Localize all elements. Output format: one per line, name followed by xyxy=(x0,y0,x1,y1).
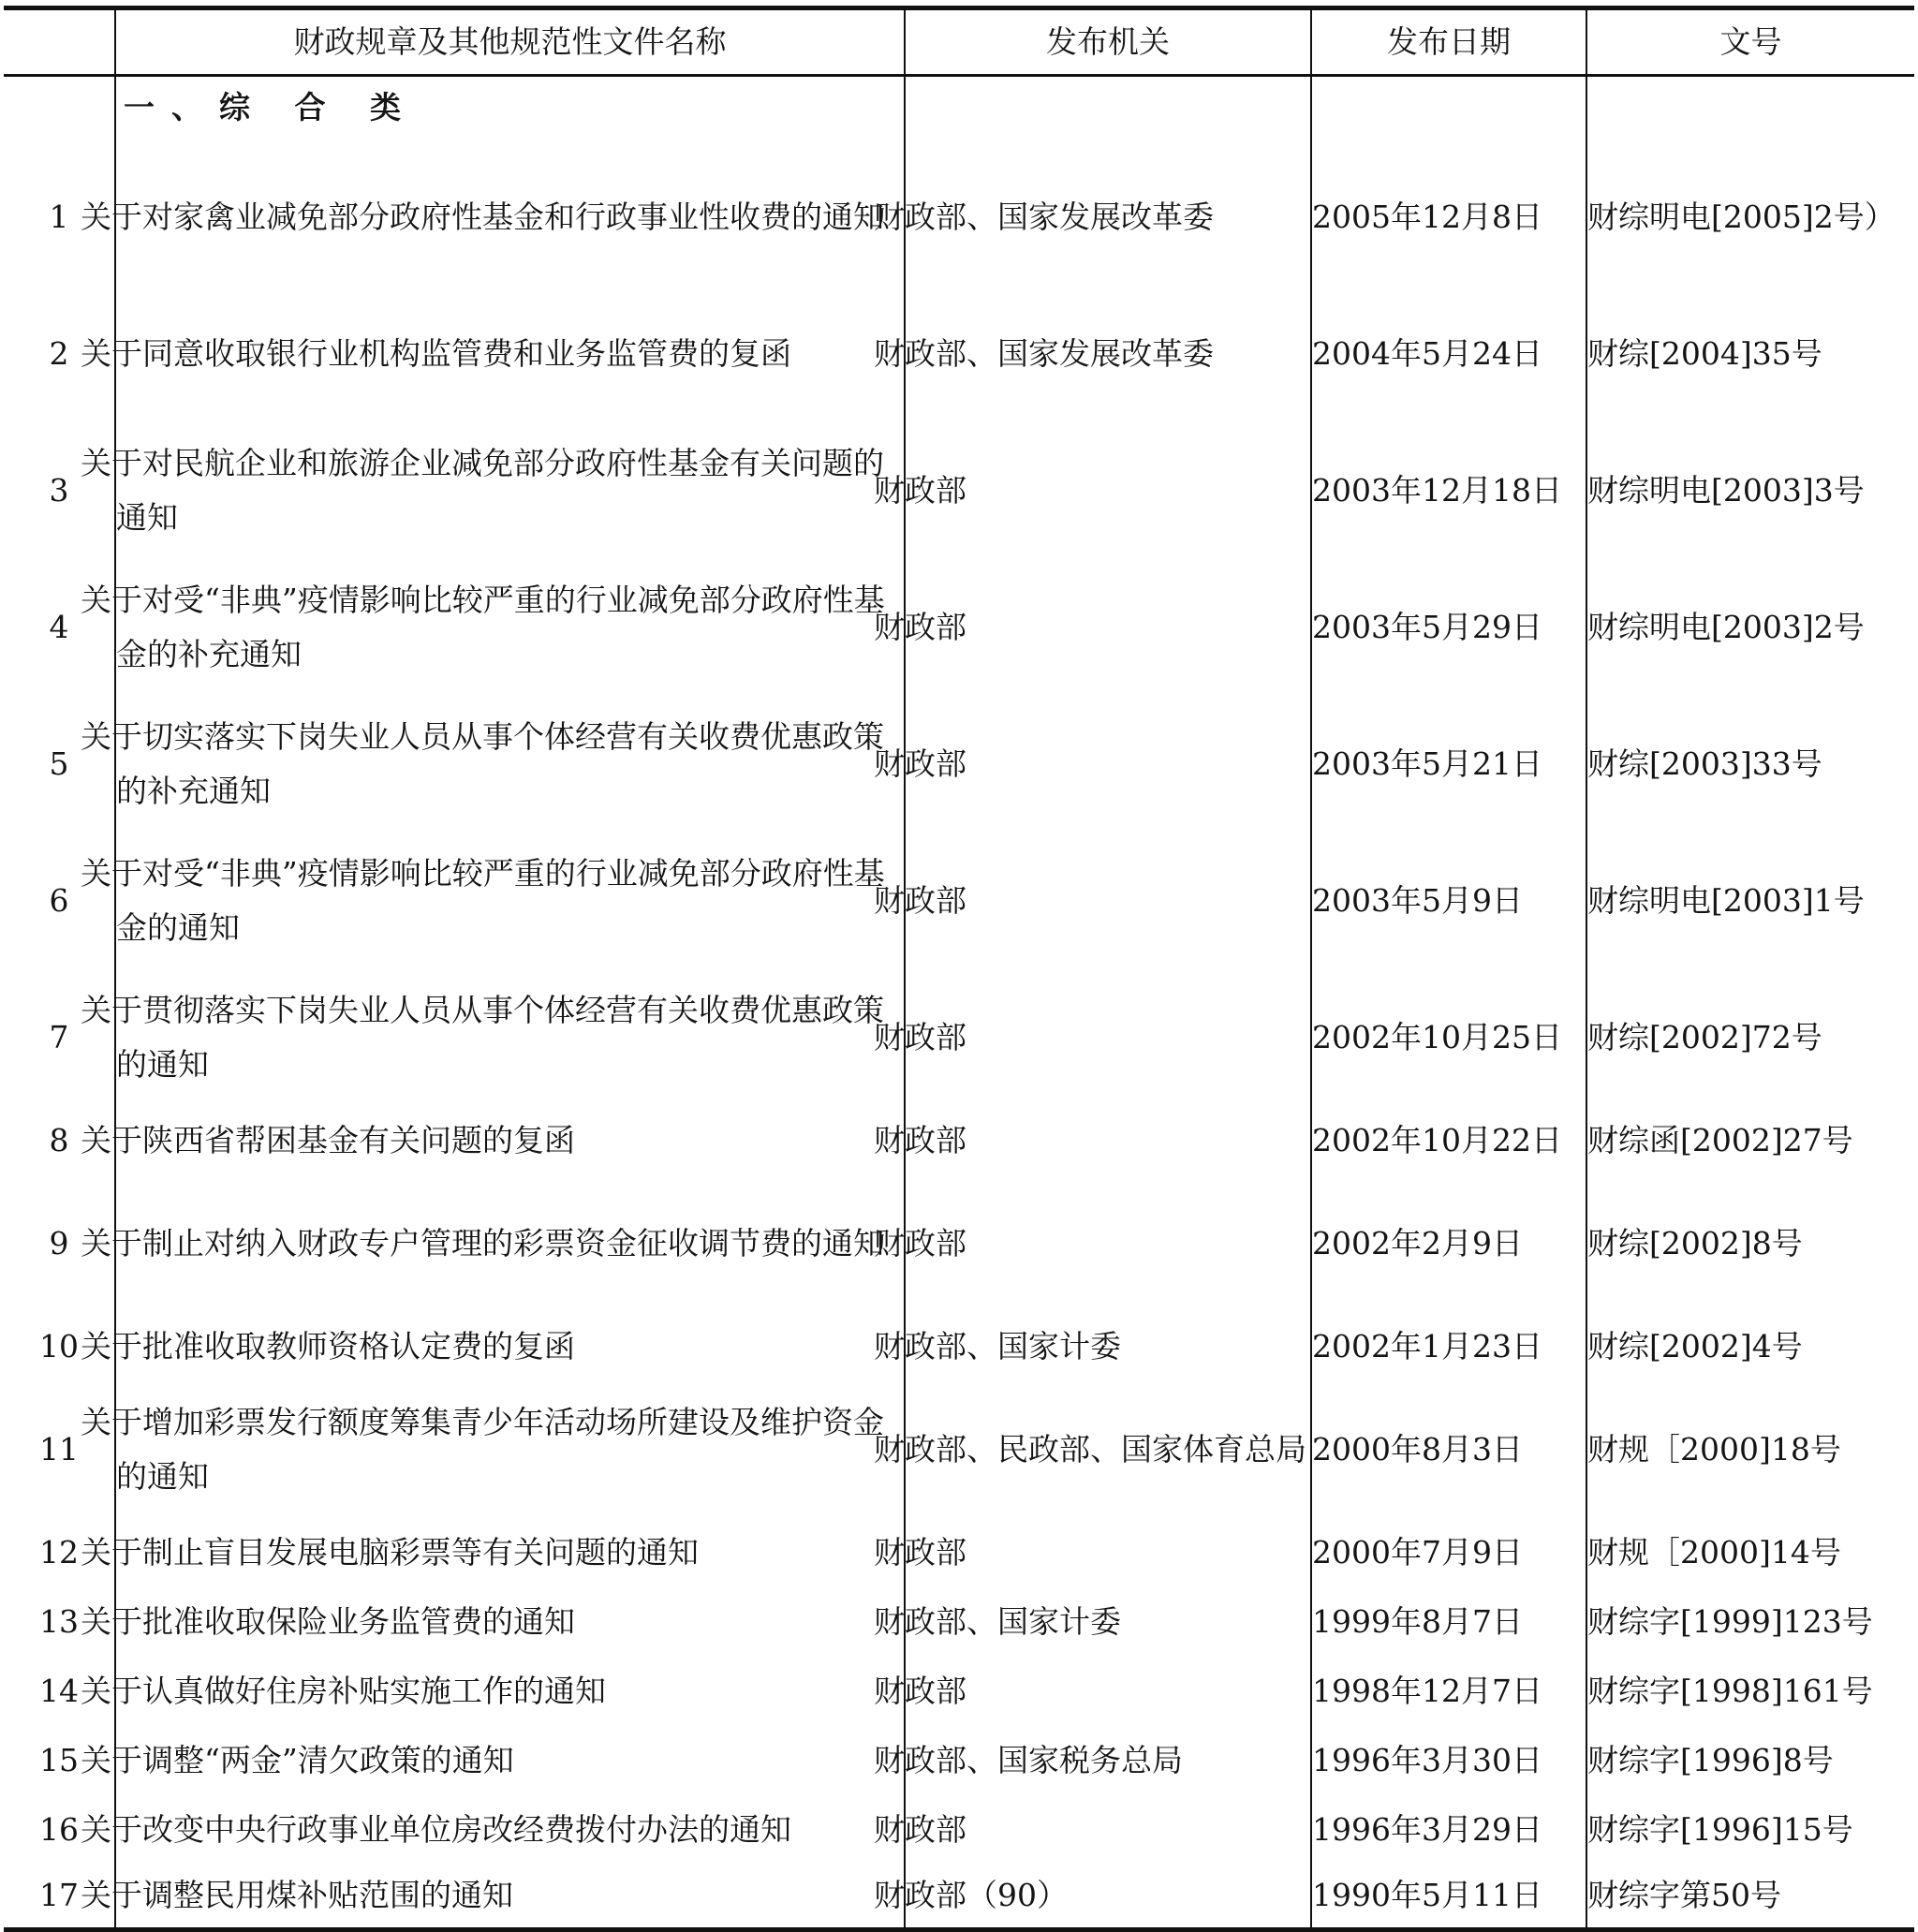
issuer: 财政部、民政部、国家体育总局 xyxy=(905,1381,1311,1518)
table-row xyxy=(4,696,1914,833)
document-name: 关于制止盲目发展电脑彩票等有关问题的通知 xyxy=(115,1518,905,1587)
row-number: 6 xyxy=(49,881,69,919)
table-row xyxy=(4,1726,1914,1795)
table-row xyxy=(4,422,1914,559)
section-docno-cell xyxy=(1586,76,1914,149)
table-row xyxy=(4,1518,1914,1587)
issuer: 财政部 xyxy=(905,1106,1311,1175)
issuer: 财政部 xyxy=(905,1175,1311,1312)
document-number: 财综字[1999]123号 xyxy=(1586,1587,1914,1657)
document-number: 财综明电[2003]3号 xyxy=(1586,422,1914,559)
table-row xyxy=(4,1312,1914,1381)
document-number: 财规［2000]14号 xyxy=(1586,1518,1914,1587)
section-number-cell xyxy=(4,76,115,149)
document-name: 关于对受“非典”疫情影响比较严重的行业减免部分政府性基金的通知 xyxy=(115,833,905,969)
document-name: 关于调整“两金”清欠政策的通知 xyxy=(115,1726,905,1795)
issuer: 财政部 xyxy=(905,1657,1311,1726)
row-number: 9 xyxy=(49,1224,69,1261)
issuer: 财政部、国家发展改革委 xyxy=(905,149,1311,286)
issue-date: 2003年5月9日 xyxy=(1311,833,1586,969)
document-number: 财规［2000]18号 xyxy=(1586,1381,1914,1518)
document-name: 关于批准收取保险业务监管费的通知 xyxy=(115,1587,905,1657)
document-number: 财综明电[2003]2号 xyxy=(1586,559,1914,696)
row-number: 14 xyxy=(39,1672,79,1709)
document-name: 关于切实落实下岗失业人员从事个体经营有关收费优惠政策的补充通知 xyxy=(115,696,905,833)
row-number: 12 xyxy=(39,1533,79,1571)
row-number: 11 xyxy=(39,1430,79,1467)
row-number: 4 xyxy=(49,608,69,645)
document-name: 关于陕西省帮困基金有关问题的复函 xyxy=(115,1106,905,1175)
table-row xyxy=(4,1865,1914,1930)
header-issuer: 发布机关 xyxy=(905,8,1311,76)
document-name: 关于增加彩票发行额度筹集青少年活动场所建设及维护资金的通知 xyxy=(115,1381,905,1518)
table-row xyxy=(4,1587,1914,1657)
row-number: 10 xyxy=(39,1327,79,1364)
row-number: 8 xyxy=(49,1121,69,1158)
header-docno: 文号 xyxy=(1586,8,1914,76)
issue-date: 1996年3月29日 xyxy=(1311,1795,1586,1865)
header-date: 发布日期 xyxy=(1311,8,1586,76)
section-issuer-cell xyxy=(905,76,1311,149)
table-row xyxy=(4,969,1914,1106)
document-number: 财综函[2002]27号 xyxy=(1586,1106,1914,1175)
document-number: 财综字[1996]15号 xyxy=(1586,1795,1914,1865)
issuer: 财政部 xyxy=(905,833,1311,969)
issuer: 财政部 xyxy=(905,969,1311,1106)
document-number: 财综[2003]33号 xyxy=(1586,696,1914,833)
issuer: 财政部 xyxy=(905,422,1311,559)
document-number: 财综[2004]35号 xyxy=(1586,286,1914,422)
table-row xyxy=(4,1175,1914,1312)
row-number: 13 xyxy=(39,1602,79,1640)
document-name: 关于贯彻落实下岗失业人员从事个体经营有关收费优惠政策的通知 xyxy=(115,969,905,1106)
table-row xyxy=(4,1657,1914,1726)
document-number: 财综字[1996]8号 xyxy=(1586,1726,1914,1795)
row-number: 15 xyxy=(39,1741,79,1778)
regulations-table xyxy=(4,6,1914,1932)
row-number: 2 xyxy=(49,334,69,372)
row-number: 16 xyxy=(39,1810,79,1848)
issue-date: 1998年12月7日 xyxy=(1311,1657,1586,1726)
document-name: 关于同意收取银行业机构监管费和业务监管费的复函 xyxy=(115,286,905,422)
table-row xyxy=(4,1106,1914,1175)
document-number: 财综字第50号 xyxy=(1586,1865,1914,1930)
document-number: 财综[2002]4号 xyxy=(1586,1312,1914,1381)
issue-date: 2005年12月8日 xyxy=(1311,149,1586,286)
row-number: 3 xyxy=(49,471,69,509)
issue-date: 1996年3月30日 xyxy=(1311,1726,1586,1795)
document-number: 财综字[1998]161号 xyxy=(1586,1657,1914,1726)
header-name: 财政规章及其他规范性文件名称 xyxy=(115,8,905,76)
document-name: 关于对民航企业和旅游企业减免部分政府性基金有关问题的通知 xyxy=(115,422,905,559)
document-name: 关于对家禽业减免部分政府性基金和行政事业性收费的通知 xyxy=(115,149,905,286)
document-number: 财综[2002]72号 xyxy=(1586,969,1914,1106)
issuer: 财政部（90） xyxy=(905,1865,1311,1930)
table-row xyxy=(4,286,1914,422)
document-name: 关于对受“非典”疫情影响比较严重的行业减免部分政府性基金的补充通知 xyxy=(115,559,905,696)
table-header-row xyxy=(4,8,1914,76)
issue-date: 1999年8月7日 xyxy=(1311,1587,1586,1657)
document-name: 关于批准收取教师资格认定费的复函 xyxy=(115,1312,905,1381)
issuer: 财政部 xyxy=(905,696,1311,833)
document-name: 关于调整民用煤补贴范围的通知 xyxy=(115,1865,905,1930)
document-number: 财综明电[2005]2号） xyxy=(1586,149,1914,286)
section-row xyxy=(4,76,1914,149)
issuer: 财政部 xyxy=(905,559,1311,696)
issue-date: 2003年12月18日 xyxy=(1311,422,1586,559)
issuer: 财政部、国家计委 xyxy=(905,1312,1311,1381)
table-row xyxy=(4,149,1914,286)
issuer: 财政部、国家计委 xyxy=(905,1587,1311,1657)
issue-date: 2003年5月21日 xyxy=(1311,696,1586,833)
row-number: 1 xyxy=(49,198,69,235)
issue-date: 2000年7月9日 xyxy=(1311,1518,1586,1587)
row-number: 5 xyxy=(49,745,69,782)
issue-date: 1990年5月11日 xyxy=(1311,1865,1586,1930)
issue-date: 2002年1月23日 xyxy=(1311,1312,1586,1381)
table-row xyxy=(4,1381,1914,1518)
issue-date: 2003年5月29日 xyxy=(1311,559,1586,696)
header-number xyxy=(4,8,115,76)
issue-date: 2002年10月22日 xyxy=(1311,1106,1586,1175)
document-name: 关于改变中央行政事业单位房改经费拨付办法的通知 xyxy=(115,1795,905,1865)
table-row xyxy=(4,833,1914,969)
issue-date: 2002年10月25日 xyxy=(1311,969,1586,1106)
table-row xyxy=(4,559,1914,696)
issue-date: 2000年8月3日 xyxy=(1311,1381,1586,1518)
issue-date: 2004年5月24日 xyxy=(1311,286,1586,422)
section-date-cell xyxy=(1311,76,1586,149)
issuer: 财政部 xyxy=(905,1518,1311,1587)
section-title: 一、综 合 类 xyxy=(115,76,905,149)
table-row xyxy=(4,1795,1914,1865)
document-name: 关于制止对纳入财政专户管理的彩票资金征收调节费的通知 xyxy=(115,1175,905,1312)
document-number: 财综明电[2003]1号 xyxy=(1586,833,1914,969)
issuer: 财政部、国家发展改革委 xyxy=(905,286,1311,422)
issue-date: 2002年2月9日 xyxy=(1311,1175,1586,1312)
issuer: 财政部、国家税务总局 xyxy=(905,1726,1311,1795)
row-number: 17 xyxy=(4,1865,115,1930)
row-number: 7 xyxy=(49,1018,69,1055)
issuer: 财政部 xyxy=(905,1795,1311,1865)
document-name: 关于认真做好住房补贴实施工作的通知 xyxy=(115,1657,905,1726)
document-number: 财综[2002]8号 xyxy=(1586,1175,1914,1312)
